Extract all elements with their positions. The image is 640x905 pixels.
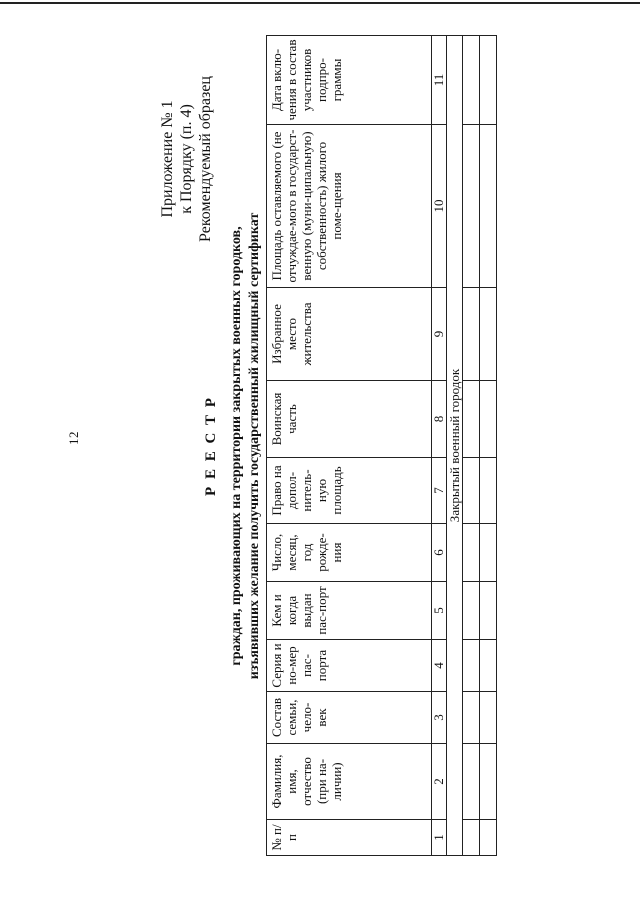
- column-number: 3: [432, 692, 447, 744]
- register-subtitle-line1: граждан, проживающих на территории закрытых военных городков,: [229, 226, 244, 666]
- header-cell: № п/п: [267, 820, 432, 856]
- column-number: 2: [432, 744, 447, 820]
- column-number: 11: [432, 36, 447, 125]
- appendix-line1: Приложение № 1: [159, 100, 176, 218]
- table-cell: [480, 36, 497, 125]
- appendix-line2: к Порядку (п. 4): [178, 104, 195, 214]
- header-cell: Право на допол-нитель-ную площадь: [267, 458, 432, 524]
- header-row: [267, 36, 432, 856]
- table-cell: [480, 744, 497, 820]
- header-cell: Серия и но-мер пас-порта: [267, 640, 432, 692]
- section-row: [447, 36, 463, 856]
- header-cell: Дата вклю-чения в состав участников подпро-граммы: [267, 36, 432, 125]
- table-cell: [463, 288, 480, 381]
- table-cell: [463, 36, 480, 125]
- table-row: [463, 36, 480, 856]
- table-cell: [463, 458, 480, 524]
- page-number: 12: [66, 431, 81, 445]
- table-cell: [480, 381, 497, 458]
- table-cell: [480, 640, 497, 692]
- table-cell: [463, 582, 480, 640]
- header-cell: Фамилия, имя, отчество (при на-личии): [267, 744, 432, 820]
- column-number: 1: [432, 820, 447, 856]
- table-cell: [463, 524, 480, 582]
- register-table: [266, 35, 497, 856]
- table-cell: [463, 125, 480, 288]
- table-cell: [480, 524, 497, 582]
- header-cell: Число, месяц, год рожде-ния: [267, 524, 432, 582]
- column-number-row: [432, 36, 447, 856]
- column-number: 7: [432, 458, 447, 524]
- table-cell: [463, 640, 480, 692]
- header-cell: Кем и когда выдан пас-порт: [267, 582, 432, 640]
- table-cell: [463, 744, 480, 820]
- table-cell: [463, 692, 480, 744]
- table-cell: [480, 820, 497, 856]
- appendix-line3: Рекомендуемый образец: [197, 76, 214, 242]
- table-cell: [480, 692, 497, 744]
- rotated-content: [158, 36, 578, 856]
- register-subtitle-line2: изъявивших желание получить государственный жилищный сертификат: [247, 212, 262, 680]
- column-number: 6: [432, 524, 447, 582]
- table-cell: [463, 820, 480, 856]
- register-title: Р Е Е С Т Р: [203, 396, 219, 496]
- table-cell: [463, 381, 480, 458]
- table-cell: [480, 582, 497, 640]
- column-number: 4: [432, 640, 447, 692]
- register-subtitle: [228, 36, 264, 856]
- section-label: Закрытый военный городок: [447, 36, 463, 856]
- table-cell: [480, 458, 497, 524]
- top-border-line: [0, 2, 640, 4]
- header-cell: Избранное место жительства: [267, 288, 432, 381]
- table-row: [480, 36, 497, 856]
- header-cell: Площадь оставляемого (не отчуждае-мого в государст-венную (муни-ципальную) собственность) жилого поме-щения: [267, 125, 432, 288]
- header-cell: Воинская часть: [267, 381, 432, 458]
- column-number: 8: [432, 381, 447, 458]
- column-number: 5: [432, 582, 447, 640]
- column-number: 9: [432, 288, 447, 381]
- table-cell: [480, 125, 497, 288]
- table-cell: [480, 288, 497, 381]
- header-cell: Состав семьи, чело-век: [267, 692, 432, 744]
- column-number: 10: [432, 125, 447, 288]
